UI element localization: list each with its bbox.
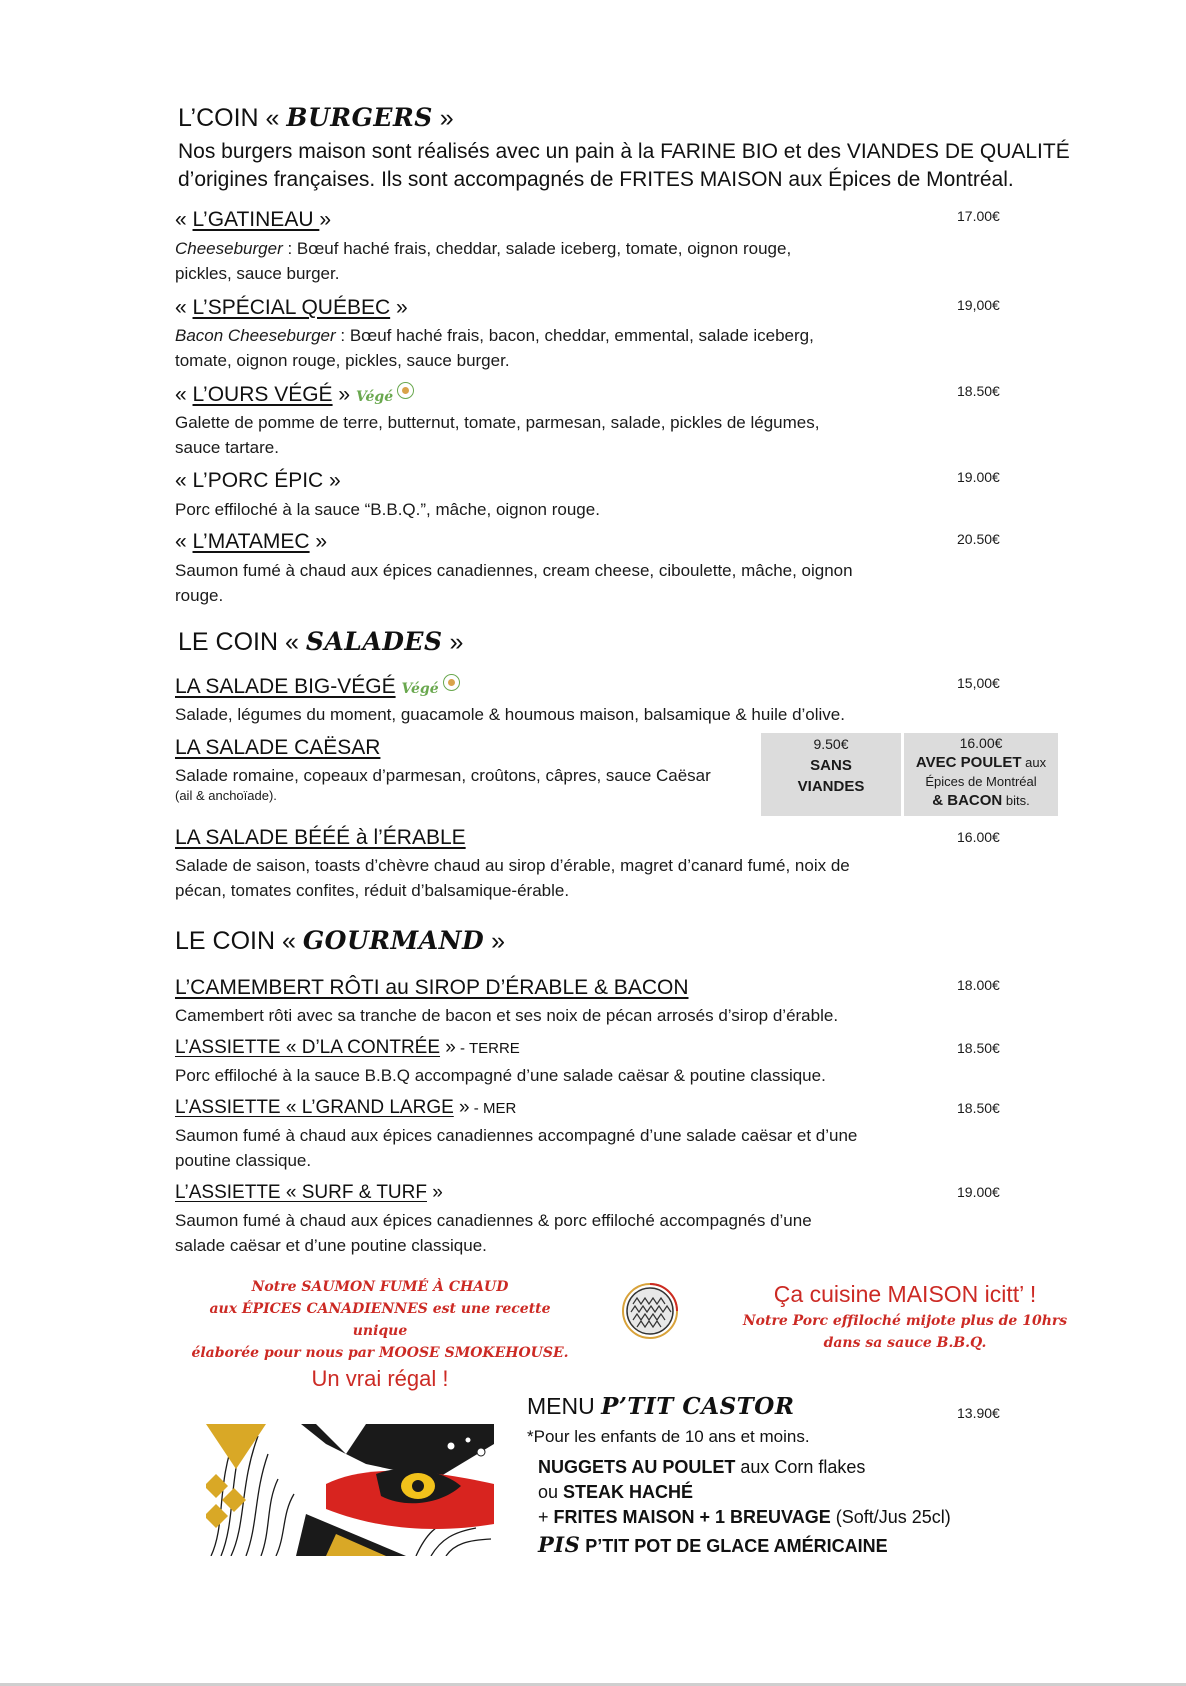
kids-menu-line: ou STEAK HACHÉ (538, 1482, 694, 1502)
menu-item-description: Saumon fumé à chaud aux épices canadiennes accompagné d’une salade caësar et d’une poutine classique. (175, 1126, 858, 1170)
saumon-note: Notre SAUMON FUMÉ À CHAUD aux ÉPICES CANADIENNES est une recette unique élaborée pour nous par MOOSE SMOKEHOUSE. Un vrai régal ! (191, 1279, 569, 1391)
menu-item-surf-turf-name: L’ASSIETTE « SURF & TURF » (175, 1182, 443, 1203)
vege-label: Végé (355, 389, 394, 405)
menu-item-description: Saumon fumé à chaud aux épices canadiennes, cream cheese, ciboulette, mâche, oignon rouge. (175, 561, 853, 605)
brand-emblem-icon (621, 1282, 679, 1340)
menu-item-description: Salade de saison, toasts d’chèvre chaud au sirop d’érable, magret d’canard fumé, noix de pécan, tomates confites, réduit d’balsamique-érable. (175, 856, 850, 900)
menu-item-matamec-name: « L’MATAMEC » (175, 530, 328, 553)
vege-icon (397, 382, 414, 399)
kids-menu-line: + FRITES MAISON + 1 BREUVAGE (Soft/Jus 25cl) (538, 1507, 951, 1527)
menu-item-caesar-name: LA SALADE CAËSAR (175, 736, 381, 759)
price-option-sans-viandes: 9.50€ SANS VIANDES (761, 733, 901, 816)
menu-item-price: 19.00€ (957, 469, 1000, 485)
price-option-avec-poulet: 16.00€ AVEC POULET aux Épices de Montréal & BACON bits. (904, 733, 1058, 816)
kids-menu-price: 13.90€ (957, 1405, 1000, 1421)
menu-item-gatineau-name: « L’GATINEAU » (175, 208, 332, 231)
menu-item-price: 20.50€ (957, 531, 1000, 547)
menu-item-big-vege-name: LA SALADE BIG-VÉGÉ Végé (175, 674, 460, 699)
menu-item-description: Salade, légumes du moment, guacamole & houmous maison, balsamique & huile d’olive. (175, 705, 845, 724)
menu-item-description: Cheeseburger : Bœuf haché frais, cheddar, salade iceberg, tomate, oignon rouge, pickles, sauce burger. (175, 239, 792, 283)
menu-item-ours-vege-name: « L’OURS VÉGÉ » Végé (175, 382, 414, 407)
menu-item-camembert-name: L’CAMEMBERT RÔTI au SIROP D’ÉRABLE & BACON (175, 976, 689, 999)
menu-item-price: 18.50€ (957, 1040, 1000, 1056)
menu-item-description: Camembert rôti avec sa tranche de bacon et ses noix de pécan arrosés d’sirop d’érable. (175, 1006, 839, 1025)
menu-item-description: Bacon Cheeseburger : Bœuf haché frais, bacon, cheddar, emmental, salade iceberg, tomate, oignon rouge, pickles, sauce burger. (175, 326, 814, 370)
menu-item-porc-epic-name: « L’PORC ÉPIC » (175, 469, 341, 492)
menu-item-price: 19,00€ (957, 297, 1000, 313)
gourmand-heading: LE COIN « GOURMAND » (175, 926, 505, 955)
vege-label: Végé (401, 681, 439, 697)
burgers-intro: Nos burgers maison sont réalisés avec un pain à la FARINE BIO et des VIANDES DE QUALITÉ d’origines françaises. Ils sont accompagnés de FRITES MAISON aux Épices de Montréal. (178, 140, 1070, 191)
menu-item-description: Porc effiloché à la sauce “B.B.Q.”, mâche, oignon rouge. (175, 500, 600, 519)
menu-item-price: 18.50€ (957, 383, 1000, 399)
tribal-eye-illustration (206, 1424, 494, 1556)
menu-item-contree-name: L’ASSIETTE « D’LA CONTRÉE » - TERRE (175, 1037, 520, 1058)
menu-item-description: Saumon fumé à chaud aux épices canadiennes & porc effiloché accompagnés d’une salade caësar et d’une poutine classique. (175, 1211, 812, 1255)
menu-item-price: 19.00€ (957, 1184, 1000, 1200)
menu-item-grand-large-name: L’ASSIETTE « L’GRAND LARGE » - MER (175, 1097, 517, 1118)
menu-item-description: Porc effiloché à la sauce B.B.Q accompagné d’une salade caësar & poutine classique. (175, 1066, 826, 1085)
kids-menu-line: NUGGETS AU POULET aux Corn flakes (538, 1457, 866, 1477)
menu-item-price: 18.00€ (957, 977, 1000, 993)
vege-icon (443, 674, 460, 691)
porc-note: Ça cuisine MAISON icitt’ ! Notre Porc effiloché mijote plus de 10hrs dans sa sauce B.B.Q. (742, 1281, 1068, 1351)
menu-item-beee-erable-name: LA SALADE BÉÉÉ à l’ÉRABLE (175, 826, 466, 849)
menu-item-description: Salade romaine, copeaux d’parmesan, croûtons, câpres, sauce Caësar (ail & anchoïade). (175, 766, 711, 803)
menu-item-price: 16.00€ (957, 829, 1000, 845)
menu-item-price: 18.50€ (957, 1100, 1000, 1116)
kids-menu-note: *Pour les enfants de 10 ans et moins. (527, 1427, 810, 1446)
kids-menu-line: PIS P’TIT POT DE GLACE AMÉRICAINE (538, 1532, 888, 1557)
burgers-heading: L’COIN « BURGERS » (178, 103, 454, 132)
kids-menu-title: MENU P’TIT CASTOR (527, 1393, 795, 1420)
menu-item-special-quebec-name: « L’SPÉCIAL QUÉBEC » (175, 296, 408, 319)
menu-item-description: Galette de pomme de terre, butternut, tomate, parmesan, salade, pickles de légumes, sauce tartare. (175, 413, 820, 457)
salades-heading: LE COIN « SALADES » (178, 627, 464, 656)
menu-item-price: 17.00€ (957, 208, 1000, 224)
menu-item-price: 15,00€ (957, 675, 1000, 691)
